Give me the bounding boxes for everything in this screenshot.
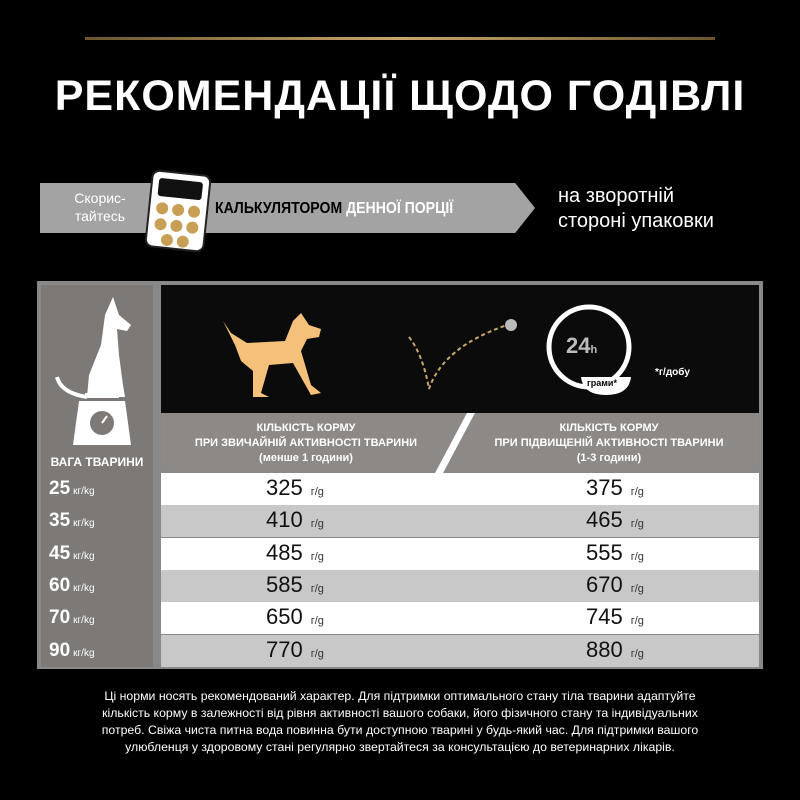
sitting-dog-on-scale-icon bbox=[41, 285, 153, 455]
normal-activity-header: КІЛЬКІСТЬ КОРМУ ПРИ ЗВИЧАЙНІЙ АКТИВНОСТІ ТВАРИНИ (менше 1 години) bbox=[194, 422, 418, 464]
high-amount: 465 г/g bbox=[586, 507, 644, 533]
high-amount: 880 г/g bbox=[586, 636, 644, 662]
banner-small-line: Скорис- bbox=[74, 190, 126, 206]
header-illustration bbox=[161, 285, 759, 413]
unit-note: *г/добу bbox=[655, 367, 690, 378]
banner-small-text bbox=[60, 189, 140, 225]
banner-dark-text: КАЛЬКУЛЯТОРОМ bbox=[215, 200, 343, 217]
clock-24h-icon bbox=[566, 333, 597, 359]
banner-note bbox=[558, 184, 714, 234]
table-row bbox=[161, 635, 759, 667]
weight-cell: 35 кг/kg bbox=[49, 510, 95, 532]
weight-cell: 90 кг/kg bbox=[49, 639, 95, 661]
normal-amount: 650 г/g bbox=[266, 604, 324, 630]
bowl-icon: грами* bbox=[587, 378, 617, 388]
high-amount: 375 г/g bbox=[586, 475, 644, 500]
table-row bbox=[161, 570, 759, 602]
note-line: стороні упаковки bbox=[558, 210, 714, 232]
clock-sub: h bbox=[590, 344, 598, 356]
clock-label: 24 bbox=[566, 333, 591, 358]
weight-cell: 25 кг/kg bbox=[49, 478, 95, 499]
high-amount: 555 г/g bbox=[586, 539, 644, 565]
table-row bbox=[161, 505, 759, 537]
normal-amount: 770 г/g bbox=[266, 636, 324, 662]
table-row bbox=[161, 473, 759, 505]
weight-cell: 60 кг/kg bbox=[49, 574, 95, 596]
normal-amount: 585 г/g bbox=[266, 571, 324, 597]
high-activity-header: КІЛЬКІСТЬ КОРМУ ПРИ ПІДВИЩЕНІЙ АКТИВНОСТІ ТВАРИНИ (1-3 години) bbox=[494, 422, 724, 464]
gold-divider bbox=[85, 37, 715, 40]
banner-small-line: тайтесь bbox=[74, 208, 126, 224]
normal-amount: 325 г/g bbox=[266, 475, 324, 500]
page-title: РЕКОМЕНДАЦІЇ ЩОДО ГОДІВЛІ bbox=[54, 72, 746, 120]
feeding-table bbox=[37, 281, 763, 669]
disclaimer: Ці норми носять рекомендований характер. Для підтримки оптимального стану тіла тварини адаптуйте кількість корму в залежності від рівня активності вашого собаки, його фізичного стану та індивідуальних потреб. Свіжа чиста питна вода повинна бути доступною тварині у будь-який час. Для підтримки вашого улюбленця у здоровому стані регулярно звертайтеся за консультацією до ветеринарних лікарів. bbox=[101, 689, 699, 754]
banner-main-text bbox=[215, 200, 453, 218]
high-amount: 745 г/g bbox=[586, 604, 644, 630]
running-dog-icon bbox=[161, 285, 759, 413]
normal-amount: 485 г/g bbox=[266, 539, 324, 565]
table-row bbox=[161, 538, 759, 570]
weight-header: ВАГА ТВАРИНИ bbox=[50, 455, 144, 469]
weight-cell: 45 кг/kg bbox=[49, 542, 95, 564]
table-row bbox=[161, 602, 759, 634]
weight-cell: 70 кг/kg bbox=[49, 607, 95, 629]
normal-amount: 410 г/g bbox=[266, 507, 324, 533]
calculator-icon bbox=[144, 169, 212, 253]
high-amount: 670 г/g bbox=[586, 571, 644, 597]
banner-light-text: ДЕННОЇ ПОРЦІЇ bbox=[346, 200, 454, 217]
note-line: на зворотній bbox=[558, 185, 675, 207]
